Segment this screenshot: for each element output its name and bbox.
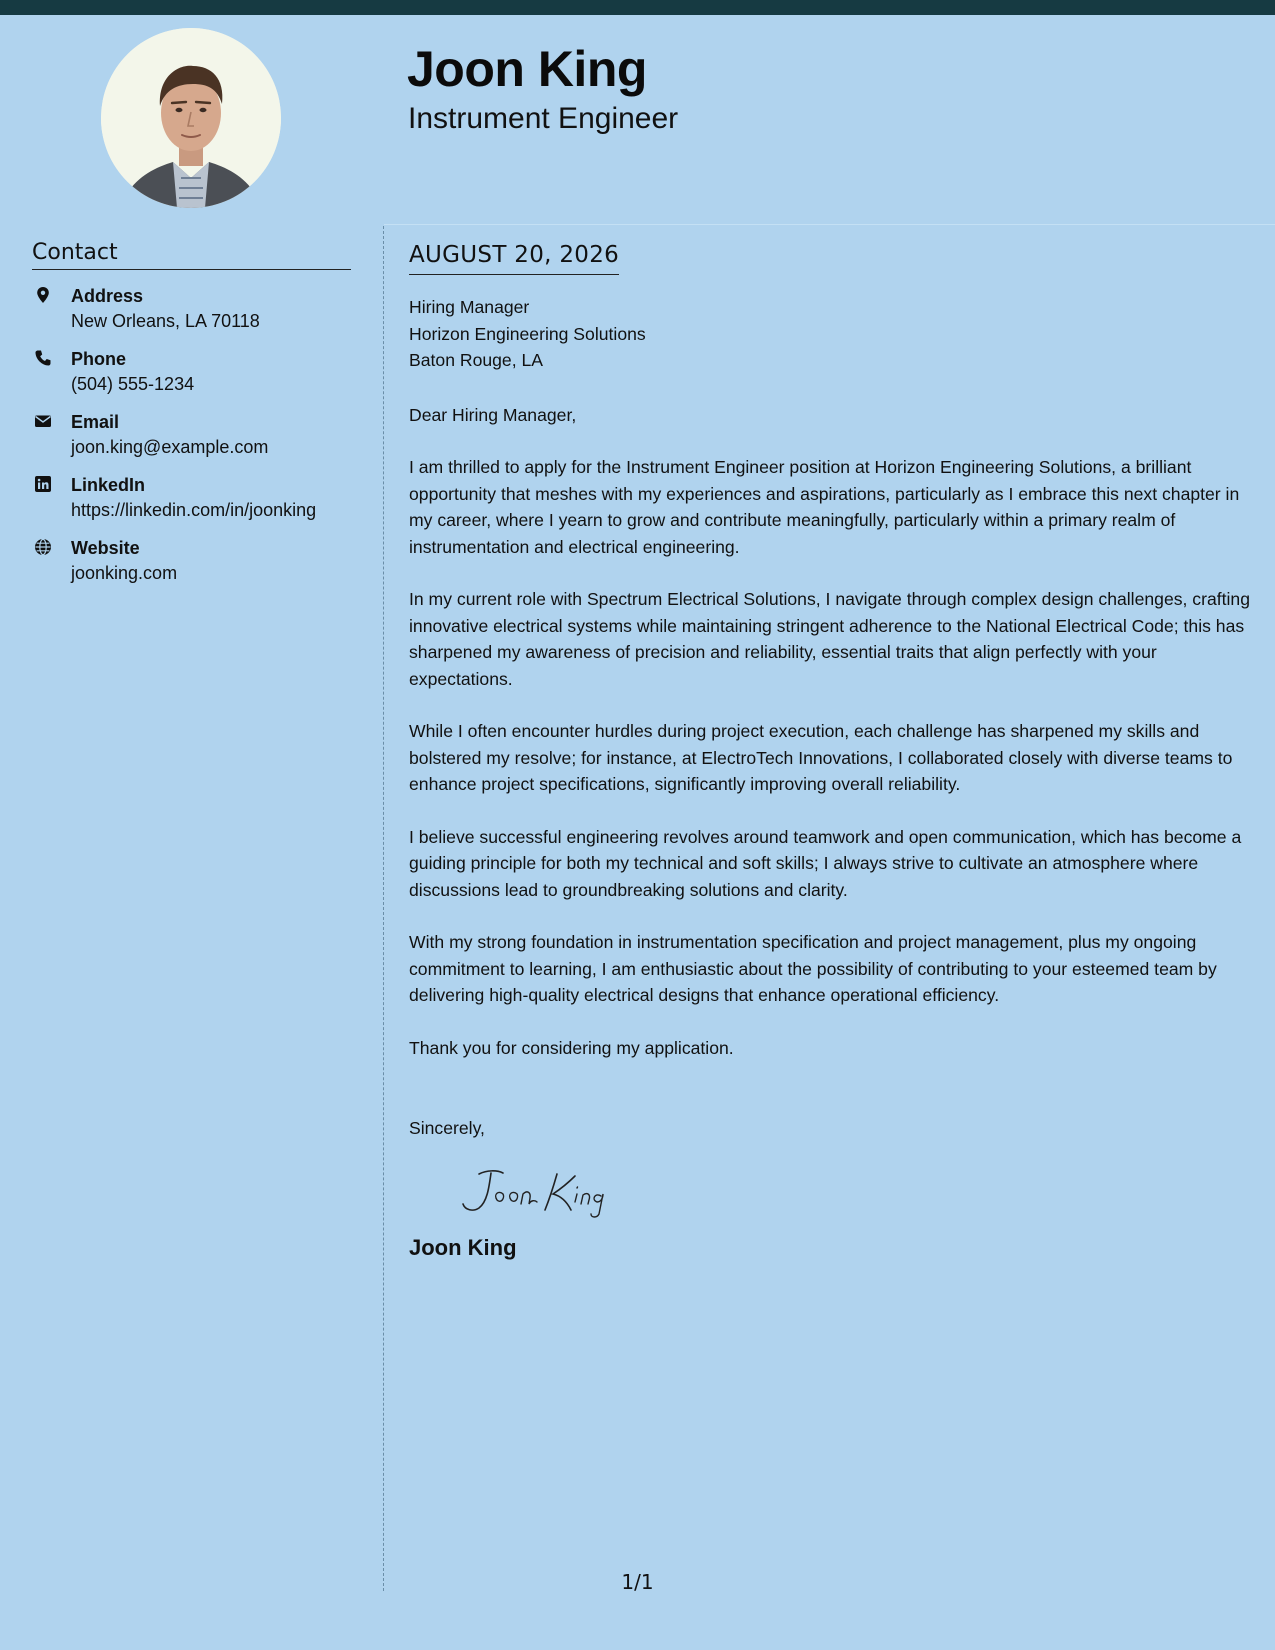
header-divider bbox=[384, 224, 1275, 225]
recipient-line: Horizon Engineering Solutions bbox=[409, 323, 646, 344]
contact-list bbox=[32, 284, 362, 599]
signoff: Sincerely, bbox=[409, 1118, 485, 1138]
column-divider bbox=[383, 226, 384, 1591]
contact-label: Address bbox=[71, 286, 144, 306]
letter-date: AUGUST 20, 2026 bbox=[409, 240, 619, 275]
envelope-icon bbox=[34, 412, 52, 430]
letter-body bbox=[409, 240, 1254, 1262]
job-title: Instrument Engineer bbox=[408, 102, 679, 135]
letter-paragraph: In my current role with Spectrum Electrical Solutions, I navigate through complex design challenges, crafting innovative electrical systems while maintaining stringent adherence to the National Electrical Code; this has sharpened my awareness of precision and reliability, essential traits that align perfectly with your expectations. bbox=[409, 589, 1251, 689]
letter-paragraph: While I often encounter hurdles during project execution, each challenge has sharpened my skills and bolstered my resolve; for instance, at ElectroTech Innovations, I collaborated closely with diverse teams to enhance project specifications, significantly improving overall reliability. bbox=[409, 721, 1233, 794]
contact-item-phone bbox=[32, 347, 362, 410]
candidate-name: Joon King bbox=[407, 41, 647, 97]
contact-item-linkedin bbox=[32, 473, 362, 536]
salutation: Dear Hiring Manager, bbox=[409, 404, 577, 425]
recipient-line: Hiring Manager bbox=[409, 297, 530, 317]
address-value: New Orleans, LA 70118 bbox=[71, 311, 260, 331]
letter-paragraph: I believe successful engineering revolves around teamwork and open communication, which has become a guiding principle for both my technical and soft skills; I always strive to cultivate an atmosphere where discussions lead to groundbreaking solutions and clarity. bbox=[409, 826, 1242, 900]
globe-icon bbox=[34, 538, 52, 556]
page-number: 1/1 bbox=[621, 1570, 654, 1594]
contact-label: Phone bbox=[71, 349, 127, 369]
handwritten-signature bbox=[457, 1164, 627, 1220]
signed-name: Joon King bbox=[409, 1235, 517, 1260]
email-value[interactable]: joon.king@example.com bbox=[71, 437, 269, 457]
recipient-line: Baton Rouge, LA bbox=[409, 350, 544, 370]
contact-label: Website bbox=[71, 538, 140, 558]
contact-heading: Contact bbox=[32, 240, 351, 270]
letter-paragraph: With my strong foundation in instrumentation specification and project management, plus my ongoing commitment to learning, I am enthusiastic about the possibility of contributing to your esteemed team by delivering high-quality electrical designs that enhance operational efficiency. bbox=[409, 932, 1217, 1005]
contact-label: LinkedIn bbox=[71, 475, 146, 495]
letter-paragraph: I am thrilled to apply for the Instrument Engineer position at Horizon Engineering Solutions, a brilliant opportunity that meshes with my experiences and aspirations, particularly as I embrace this next chapter in my career, where I yearn to grow and contribute meaningfully, particularly within a primary realm of instrumentation and electrical engineering. bbox=[409, 457, 1240, 557]
profile-photo bbox=[101, 28, 281, 208]
top-accent-bar bbox=[0, 0, 1275, 15]
linkedin-icon bbox=[34, 475, 52, 493]
closing-line: Thank you for considering my application. bbox=[409, 1037, 734, 1058]
map-pin-icon bbox=[34, 286, 52, 304]
phone-icon bbox=[34, 349, 52, 367]
contact-label: Email bbox=[71, 412, 120, 432]
linkedin-value[interactable]: https://linkedin.com/in/joonking bbox=[71, 500, 317, 520]
contact-item-email bbox=[32, 410, 362, 473]
website-value[interactable]: joonking.com bbox=[71, 563, 178, 583]
contact-item-website bbox=[32, 536, 362, 599]
recipient-block bbox=[409, 294, 1254, 374]
contact-item-address bbox=[32, 284, 362, 347]
phone-value: (504) 555-1234 bbox=[71, 374, 195, 394]
